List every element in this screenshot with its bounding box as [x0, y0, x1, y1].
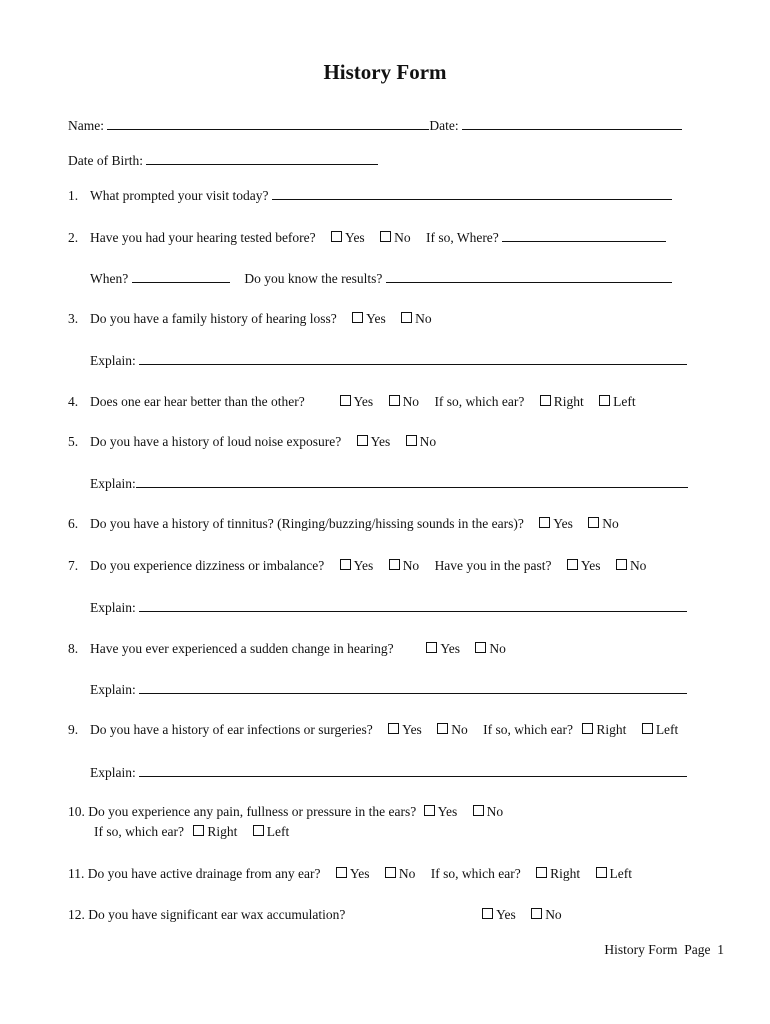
question-2-text: Have you had your hearing tested before? [90, 230, 316, 245]
q7-yes-checkbox[interactable] [340, 559, 351, 570]
question-6: 6. Do you have a history of tinnitus? (Ringing/buzzing/hissing sounds in the ears)? Yes No [68, 514, 700, 534]
form-title: History Form [323, 60, 447, 84]
q4-left-option[interactable]: Left [599, 392, 636, 412]
q11-which-ear-label: If so, which ear? [430, 866, 521, 881]
q3-yes-option[interactable]: Yes [352, 309, 386, 329]
question-12: 12. Do you have significant ear wax accumulation? Yes No [68, 905, 700, 925]
q8-no-checkbox[interactable] [475, 642, 486, 653]
q2-yes-checkbox[interactable] [331, 231, 342, 242]
date-label: Date: [429, 118, 459, 133]
question-6-text: Do you have a history of tinnitus? (Ringing/buzzing/hissing sounds in the ears)? [90, 516, 524, 531]
q4-yes-option[interactable]: Yes [340, 392, 374, 412]
q7-past-yes-checkbox[interactable] [567, 559, 578, 570]
q11-yes-checkbox[interactable] [336, 867, 347, 878]
q9-no-checkbox[interactable] [437, 723, 448, 734]
q2-no-checkbox[interactable] [380, 231, 391, 242]
question-10-text: Do you experience any pain, fullness or pressure in the ears? [88, 804, 417, 819]
q10-no-option[interactable]: No [473, 802, 504, 822]
q8-no-option[interactable]: No [475, 639, 506, 659]
q4-yes-checkbox[interactable] [340, 395, 351, 406]
question-5-text: Do you have a history of loud noise exposure? [90, 434, 342, 449]
q10-no-checkbox[interactable] [473, 805, 484, 816]
q11-right-option[interactable]: Right [536, 864, 580, 884]
q9-left-option[interactable]: Left [642, 720, 679, 740]
q3-no-checkbox[interactable] [401, 312, 412, 323]
question-4-text: Does one ear hear better than the other? [90, 394, 305, 409]
q2-no-option[interactable]: No [380, 228, 411, 248]
q2-when-label: When? [90, 271, 129, 286]
q2-yes-option[interactable]: Yes [331, 228, 365, 248]
question-2-followup [90, 268, 700, 288]
question-11: 11. Do you have active drainage from any ear? Yes No If so, which ear? Right Left [68, 864, 700, 884]
question-10-followup [94, 822, 700, 842]
question-12-text: Do you have significant ear wax accumulation? [88, 907, 346, 922]
q10-yes-checkbox[interactable] [424, 805, 435, 816]
q12-no-checkbox[interactable] [531, 908, 542, 919]
q4-no-option[interactable]: No [389, 392, 420, 412]
question-1-text: What prompted your visit today? [90, 188, 269, 203]
q10-yes-option[interactable]: Yes [424, 802, 458, 822]
q11-yes-option[interactable]: Yes [336, 864, 370, 884]
question-7-explain: Explain: [90, 597, 700, 617]
date-field[interactable] [462, 115, 682, 130]
q12-yes-option[interactable]: Yes [482, 905, 516, 925]
q7-explain-field[interactable] [139, 597, 687, 612]
q12-yes-checkbox[interactable] [482, 908, 493, 919]
q8-yes-checkbox[interactable] [426, 642, 437, 653]
q4-right-checkbox[interactable] [540, 395, 551, 406]
q10-right-checkbox[interactable] [193, 825, 204, 836]
dob-field[interactable] [146, 150, 378, 165]
name-date-row [68, 115, 700, 135]
q10-left-option[interactable]: Left [253, 822, 290, 842]
question-3-text: Do you have a family history of hearing loss? [90, 311, 337, 326]
q8-yes-option[interactable]: Yes [426, 639, 460, 659]
question-9-text: Do you have a history of ear infections or surgeries? [90, 722, 373, 737]
question-4: 4. Does one ear hear better than the other? Yes No If so, which ear? Right Left [68, 392, 700, 412]
q9-right-checkbox[interactable] [582, 723, 593, 734]
dob-row [68, 150, 700, 170]
question-5-explain: Explain: [90, 473, 700, 493]
question-9: 9. Do you have a history of ear infections or surgeries? Yes No If so, which ear? Right Left [68, 720, 730, 740]
question-11-text: Do you have active drainage from any ear? [87, 866, 321, 881]
q2-results-field[interactable] [386, 268, 672, 283]
q9-yes-checkbox[interactable] [388, 723, 399, 734]
question-7-text: Do you experience dizziness or imbalance? [90, 558, 325, 573]
q9-explain-field[interactable] [139, 762, 687, 777]
q11-no-checkbox[interactable] [385, 867, 396, 878]
q9-no-option[interactable]: No [437, 720, 468, 740]
q2-when-field[interactable] [132, 268, 230, 283]
q4-which-ear-label: If so, which ear? [434, 394, 525, 409]
q5-yes-checkbox[interactable] [357, 435, 368, 446]
q6-no-checkbox[interactable] [588, 517, 599, 528]
q2-where-field[interactable] [502, 227, 666, 242]
q10-which-ear-label: If so, which ear? [94, 824, 184, 839]
q7-past-no-checkbox[interactable] [616, 559, 627, 570]
name-label: Name: [68, 118, 104, 133]
q5-no-checkbox[interactable] [406, 435, 417, 446]
dob-label: Date of Birth: [68, 153, 143, 168]
q4-no-checkbox[interactable] [389, 395, 400, 406]
q6-yes-checkbox[interactable] [539, 517, 550, 528]
q9-right-option[interactable]: Right [582, 720, 626, 740]
question-9-explain: Explain: [90, 762, 700, 782]
q7-past-no-option[interactable]: No [616, 556, 647, 576]
q5-explain-field[interactable] [136, 473, 688, 488]
q3-explain-field[interactable] [139, 350, 687, 365]
question-3: 3. Do you have a family history of hearing loss? Yes No [68, 309, 700, 329]
question-3-explain: Explain: [90, 350, 700, 370]
q6-yes-option[interactable]: Yes [539, 514, 573, 534]
q10-left-checkbox[interactable] [253, 825, 264, 836]
page-footer: History Form Page 1 [604, 942, 724, 957]
q4-left-checkbox[interactable] [599, 395, 610, 406]
q9-which-ear-label: If so, which ear? [483, 722, 574, 737]
q3-yes-checkbox[interactable] [352, 312, 363, 323]
question-5: 5. Do you have a history of loud noise exposure? Yes No [68, 432, 700, 452]
q8-explain-field[interactable] [139, 679, 687, 694]
q2-results-label: Do you know the results? [244, 271, 383, 286]
q3-no-option[interactable]: No [401, 309, 432, 329]
q10-right-option[interactable]: Right [193, 822, 237, 842]
question-8: 8. Have you ever experienced a sudden change in hearing? Yes No [68, 639, 700, 659]
question-1: 1. What prompted your visit today? [68, 185, 700, 205]
q9-left-checkbox[interactable] [642, 723, 653, 734]
q7-no-checkbox[interactable] [389, 559, 400, 570]
q6-no-option[interactable]: No [588, 514, 619, 534]
question-8-explain: Explain: [90, 679, 700, 699]
q4-right-option[interactable]: Right [540, 392, 584, 412]
q7-yes-option[interactable]: Yes [340, 556, 374, 576]
question-1-field[interactable] [272, 185, 672, 200]
q11-right-checkbox[interactable] [536, 867, 547, 878]
q7-past-label: Have you in the past? [434, 558, 552, 573]
q12-no-option[interactable]: No [531, 905, 562, 925]
q7-no-option[interactable]: No [389, 556, 420, 576]
q11-no-option[interactable]: No [385, 864, 416, 884]
name-field[interactable] [107, 115, 429, 130]
question-10: 10. Do you experience any pain, fullness or pressure in the ears? Yes No [68, 802, 700, 822]
question-2: 2. Have you had your hearing tested before? Yes No If so, Where? [68, 227, 700, 247]
question-7: 7. Do you experience dizziness or imbalance? Yes No Have you in the past? Yes No [68, 556, 700, 576]
q11-left-option[interactable]: Left [596, 864, 633, 884]
q7-past-yes-option[interactable]: Yes [567, 556, 601, 576]
q11-left-checkbox[interactable] [596, 867, 607, 878]
q5-yes-option[interactable]: Yes [357, 432, 391, 452]
q2-where-label: If so, Where? [425, 230, 499, 245]
question-8-text: Have you ever experienced a sudden change in hearing? [90, 641, 394, 656]
q5-no-option[interactable]: No [406, 432, 437, 452]
q9-yes-option[interactable]: Yes [388, 720, 422, 740]
